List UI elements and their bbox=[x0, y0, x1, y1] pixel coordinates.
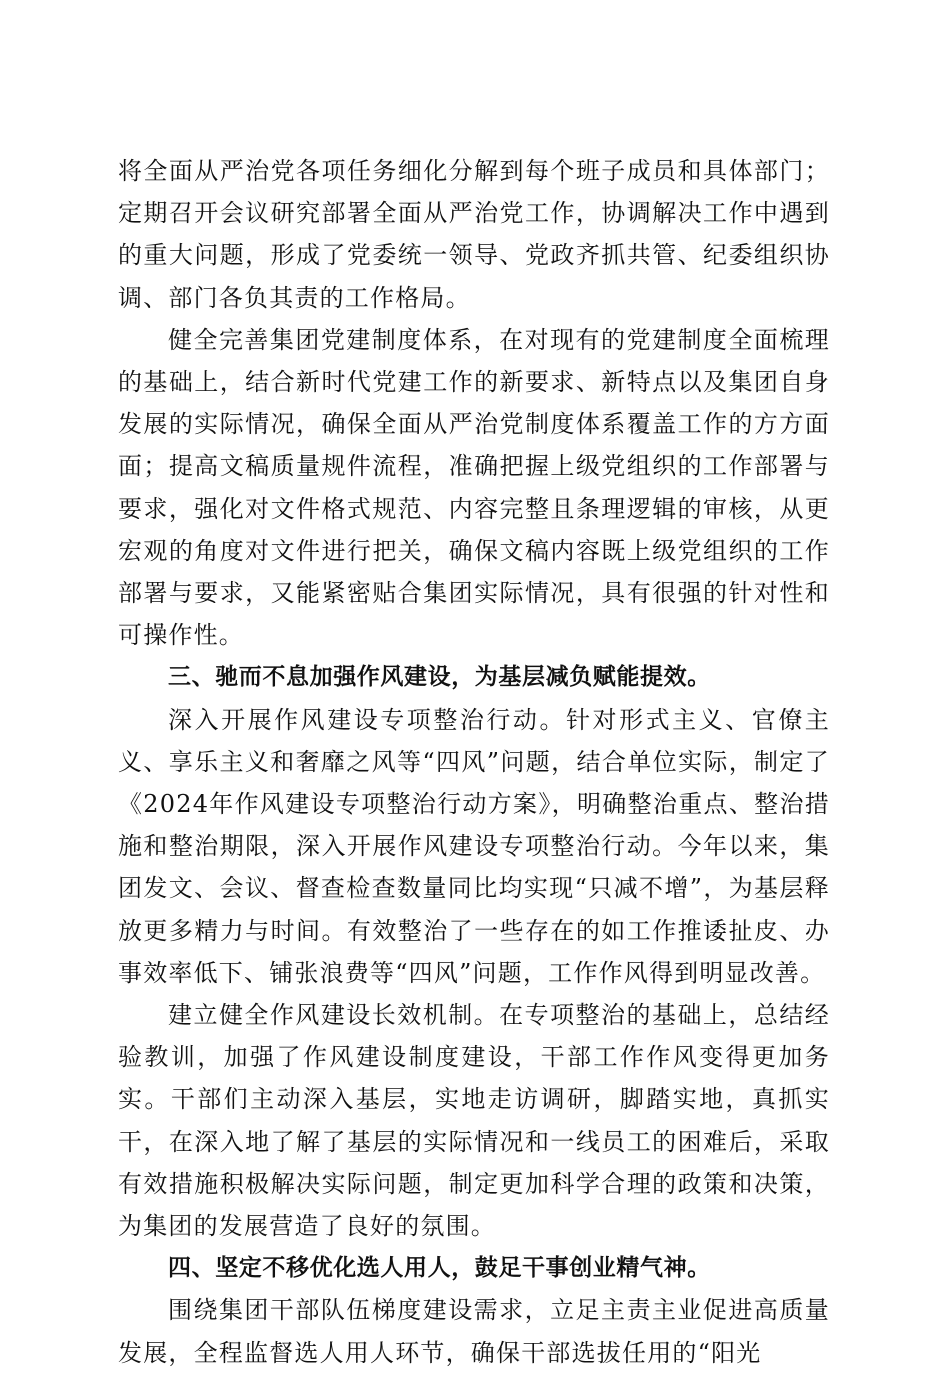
paragraph-rectification: 深入开展作风建设专项整治行动。针对形式主义、官僚主义、享乐主义和奢靡之风等“四风”问题，结合单位实际，制定了《2024年作风建设专项整治行动方案》，明确整治重点、整治措施和整治期限，深入开展作风建设专项整治行动。今年以来，集团发文、会议、督查检查数量同比均实现“只减不增”，为基层释放更多精力与时间。有效整治了一些存在的如工作推诿扯皮、办事效率低下、铺张浪费等“四风”问题，工作作风得到明显改善。 bbox=[118, 705, 830, 987]
document-body bbox=[118, 150, 830, 1374]
paragraph-cadre-selection: 围绕集团干部队伍梯度建设需求，立足主责主业促进高质量发展，全程监督选人用人环节，确保干部选拔任用的“阳光 bbox=[118, 1296, 830, 1367]
paragraph-party-system: 健全完善集团党建制度体系，在对现有的党建制度全面梳理的基础上，结合新时代党建工作的新要求、新特点以及集团自身发展的实际情况，确保全面从严治党制度体系覆盖工作的方方面面；提高文稿质量规件流程，准确把握上级党组织的工作部署与要求，强化对文件格式规范、内容完整且条理逻辑的审核，从更宏观的角度对文件进行把关，确保文稿内容既上级党组织的工作部署与要求，又能紧密贴合集团实际情况，具有很强的针对性和可操作性。 bbox=[118, 325, 830, 650]
paragraph-long-term-mechanism: 建立健全作风建设长效机制。在专项整治的基础上，总结经验教训，加强了作风建设制度建设，干部工作作风变得更加务实。干部们主动深入基层，实地走访调研，脚踏实地，真抓实干，在深入地了解了基层的实际情况和一线员工的困难后，采取有效措施积极解决实际问题，制定更加科学合理的政策和决策，为集团的发展营造了良好的氛围。 bbox=[118, 1001, 830, 1241]
paragraph-continued: 将全面从严治党各项任务细化分解到每个班子成员和具体部门；定期召开会议研究部署全面从严治党工作，协调解决工作中遇到的重大问题，形成了党委统一领导、党政齐抓共管、纪委组织协调、部门各负其责的工作格局。 bbox=[118, 157, 830, 312]
section-heading-three: 三、驰而不息加强作风建设，为基层减负赋能提效。 bbox=[168, 664, 711, 691]
section-heading-four: 四、坚定不移优化选人用人，鼓足干事创业精气神。 bbox=[168, 1255, 711, 1282]
